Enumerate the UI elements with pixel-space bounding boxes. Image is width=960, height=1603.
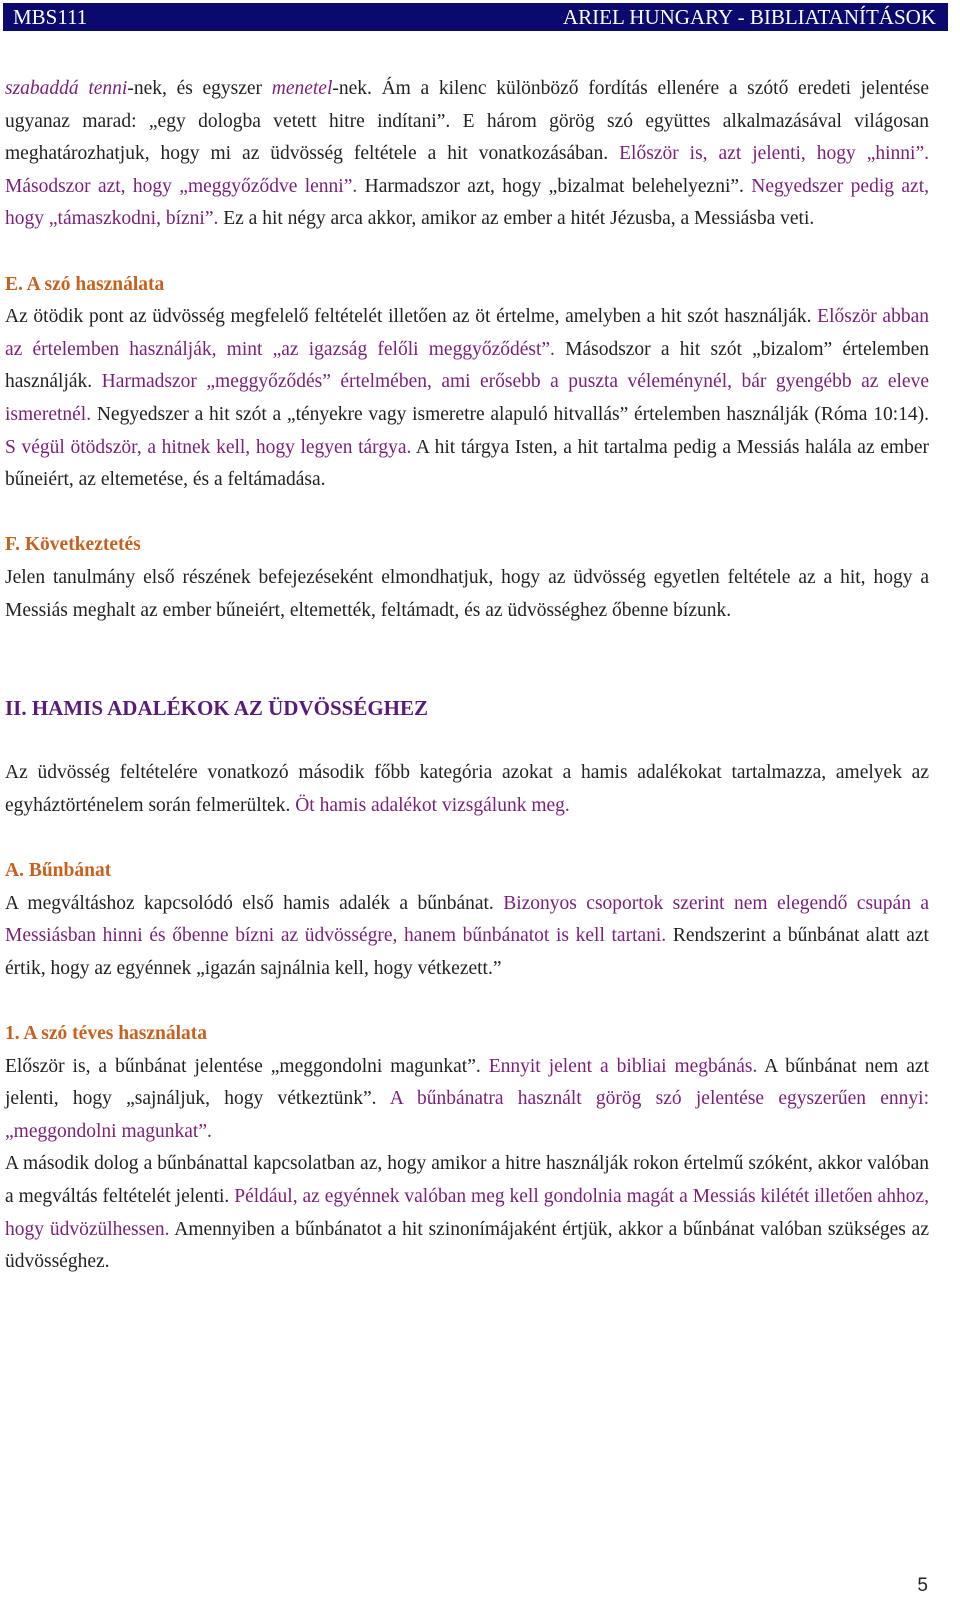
text-span: A hit tárgya Isten, a hit tartalma pedig a Messiás halála az ember bűneiért, az eltemetése, és a feltámadása. <box>5 436 929 491</box>
text-span: A bűnbánat nem azt jelenti, hogy „sajnáljuk, hogy vétkeztünk”. <box>5 1055 929 1110</box>
text-span-highlight: Öt hamis adalékot vizsgálunk meg. <box>290 794 570 816</box>
paragraph-word-usage <box>5 301 929 497</box>
text-span-highlight: Harmadszor „meggyőződés” értelmében, ami erősebb a puszta véleménynél, bár gyengébb az eleve ismeretnél. <box>5 371 929 425</box>
text-span-highlight: Negyedszer pedig azt, hogy „támaszkodni, bízni”. <box>5 175 929 230</box>
heading-a-repentance: A. Bűnbánat <box>5 860 112 882</box>
term-szabadda-tenni: szabaddá tenni <box>5 78 128 99</box>
page-number: 5 <box>917 1575 928 1596</box>
paragraph-faith-aspects <box>5 73 929 236</box>
text-span: E három görög szó együttes alkalmazásával világosan meghatározhatjuk, hogy mi az üdvösség feltétele a hit vonatkozásában. <box>5 110 929 165</box>
paragraph-misuse-2 <box>5 1148 929 1278</box>
text-span: Másodszor a hit szót „bizalom” értelemben használják. <box>5 338 930 393</box>
text-span: -nek, és egyszer <box>127 78 272 99</box>
text-span-highlight: Például, az egyénnek valóban meg kell gondolnia magát a Messiás kilétét illetően ahhoz, hogy üdvözülhessen. <box>5 1186 929 1240</box>
text-span: Amennyiben a bűnbánatot a hit szinonímájaként értjük, akkor a bűnbánat valóban szükséges az üdvösséghez. <box>5 1218 929 1273</box>
term-menetel: menetel <box>271 78 333 99</box>
text-span-highlight: Először is, azt jelenti, hogy „hinni”. <box>608 143 929 165</box>
heading-ii-false-additions: II. HAMIS ADALÉKOK AZ ÜDVÖSSÉGHEZ <box>5 696 429 721</box>
header-title: ARIEL HUNGARY - BIBLIATANÍTÁSOK <box>563 5 936 29</box>
text-span-highlight: A bűnbánatra használt görög szó jelentése egyszerűen ennyi: „meggondolni magunkat”. <box>5 1088 929 1142</box>
heading-e-word-usage: E. A szó használata <box>5 273 165 295</box>
text-span: Ez a hit négy arca akkor, amikor az ember a hitét Jézusba, a Messiásba veti. <box>218 208 815 230</box>
header-course-code: MBS111 <box>13 5 88 29</box>
text-span: Harmadszor azt, hogy „bizalmat belehelyezni”. <box>357 175 744 197</box>
paragraph-misuse-1 <box>5 1051 929 1149</box>
paragraph-conclusion: Jelen tanulmány első részének befejezéseként elmondhatjuk, hogy az üdvösség egyetlen feltétele az a hit, hogy a Messiás meghalt az ember bűneiért, eltemették, feltámadt, és az üdvösséghez őbenne bízunk. <box>5 566 929 621</box>
text-span: Rendszerint a bűnbánat alatt azt értik, hogy az egyénnek „igazán sajnálnia kell, hogy vétkezett.” <box>5 925 929 979</box>
paragraph-false-additions <box>5 757 929 822</box>
document-body <box>5 73 929 1279</box>
text-span-highlight: Először abban az értelemben használják, mint „az igazság felőli meggyőződést”. <box>5 306 929 360</box>
text-span-highlight: Ennyit jelent a bibliai megbánás. <box>480 1055 758 1077</box>
text-span-highlight: Bizonyos csoportok szerint nem elegendő csupán a Messiásban hinni és őbenne bízni az üdvösségre, hanem bűnbánatot is kell tartani. <box>5 892 930 947</box>
text-span: A második dolog a bűnbánattal kapcsolatban az, hogy amikor a hitre használják rokon értelmű szóként, akkor valóban a megváltás feltételét jelenti. <box>5 1153 929 1207</box>
heading-1-misuse: 1. A szó téves használata <box>5 1023 208 1045</box>
paragraph-repentance <box>5 888 929 986</box>
text-span: Az üdvösség feltételére vonatkozó második főbb kategória azokat a hamis adalékokat tartalmazza, amelyek az egyháztörténelem során felmerültek. <box>5 762 929 816</box>
text-span: A megváltáshoz kapcsolódó első hamis adalék a bűnbánat. <box>5 892 494 914</box>
text-span-highlight: S végül ötödször, a hitnek kell, hogy legyen tárgya. <box>5 436 412 458</box>
text-span: Az ötödik pont az üdvösség megfelelő feltételét illetően az öt értelme, amelyben a hit szót használják. <box>5 306 812 328</box>
text-span-highlight: Másodszor azt, hogy „meggyőződve lenni”. <box>5 175 358 197</box>
heading-f-conclusion: F. Következtetés <box>5 534 141 556</box>
text-span: -nek. Ám a kilenc különböző fordítás ellenére a szótő eredeti jelentése ugyanaz marad: „egy dologba vetett hitre indítani”. <box>5 78 929 132</box>
text-span: Először is, a bűnbánat jelentése „meggondolni magunkat”. <box>5 1055 481 1077</box>
page-header <box>3 3 948 31</box>
text-span: Negyedszer a hit szót a „tényekre vagy ismeretre alapuló hitvallás” értelemben használják (Róma 10:14). <box>91 403 929 425</box>
